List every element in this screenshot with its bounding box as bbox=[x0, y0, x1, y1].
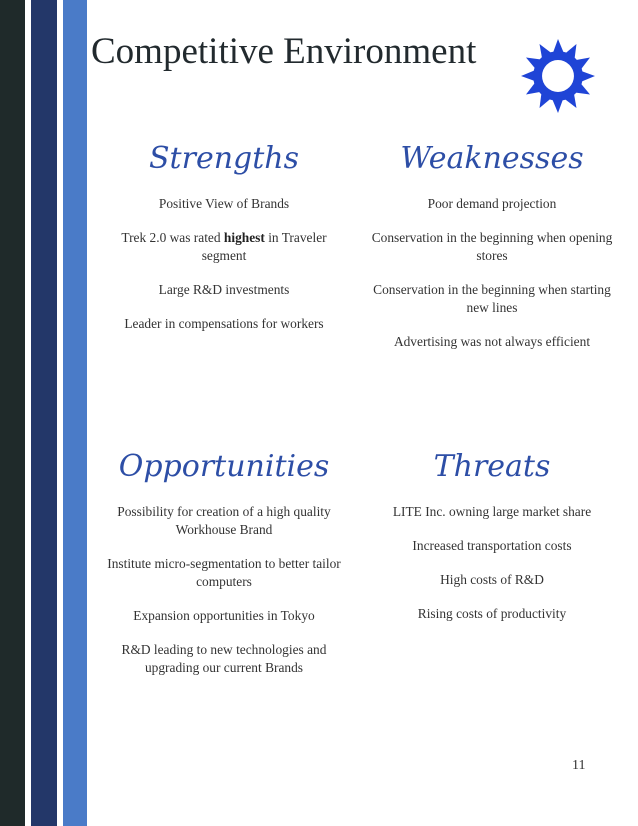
threats-item: LITE Inc. owning large market share bbox=[392, 504, 592, 519]
decorative-bar-dark bbox=[0, 0, 25, 826]
weaknesses-item: Conservation in the beginning when starting new lines bbox=[373, 282, 611, 315]
opportunities-item: Possibility for creation of a high quality Workhouse Brand bbox=[117, 504, 331, 537]
threats-item: Rising costs of productivity bbox=[417, 606, 567, 621]
decorative-bar-navy bbox=[31, 0, 57, 826]
strengths-item: Large R&D investments bbox=[158, 282, 290, 297]
opportunities-item: R&D leading to new technologies and upgrading our current Brands bbox=[121, 642, 327, 675]
item-text: in Traveler segment bbox=[201, 230, 327, 263]
threats-item: Increased transportation costs bbox=[412, 538, 572, 553]
threats-item: High costs of R&D bbox=[440, 572, 544, 587]
opportunities-item: Institute micro-segmentation to better tailor computers bbox=[107, 556, 341, 589]
threats-section bbox=[367, 447, 617, 639]
weaknesses-item: Conservation in the beginning when opening stores bbox=[371, 230, 613, 263]
opportunities-section bbox=[99, 447, 349, 693]
strengths-section bbox=[99, 139, 349, 349]
strengths-item: Leader in compensations for workers bbox=[124, 316, 324, 331]
page-number: 11 bbox=[572, 758, 586, 773]
weaknesses-section bbox=[367, 139, 617, 367]
opportunities-heading: Opportunities bbox=[118, 449, 330, 484]
threats-heading: Threats bbox=[433, 449, 551, 484]
strengths-heading: Strengths bbox=[149, 141, 299, 176]
strengths-item bbox=[99, 229, 349, 265]
strengths-item: Positive View of Brands bbox=[158, 196, 290, 211]
weaknesses-item: Poor demand projection bbox=[427, 196, 557, 211]
blue-star-ring-logo-icon bbox=[516, 34, 600, 118]
weaknesses-item: Advertising was not always efficient bbox=[393, 334, 591, 349]
opportunities-item: Expansion opportunities in Tokyo bbox=[133, 608, 315, 623]
emphasis-text: highest bbox=[223, 230, 265, 245]
item-text: Trek 2.0 was rated bbox=[121, 230, 224, 245]
decorative-bar-blue bbox=[63, 0, 87, 826]
weaknesses-heading: Weaknesses bbox=[400, 141, 584, 176]
page-title: Competitive Environment bbox=[91, 31, 477, 72]
